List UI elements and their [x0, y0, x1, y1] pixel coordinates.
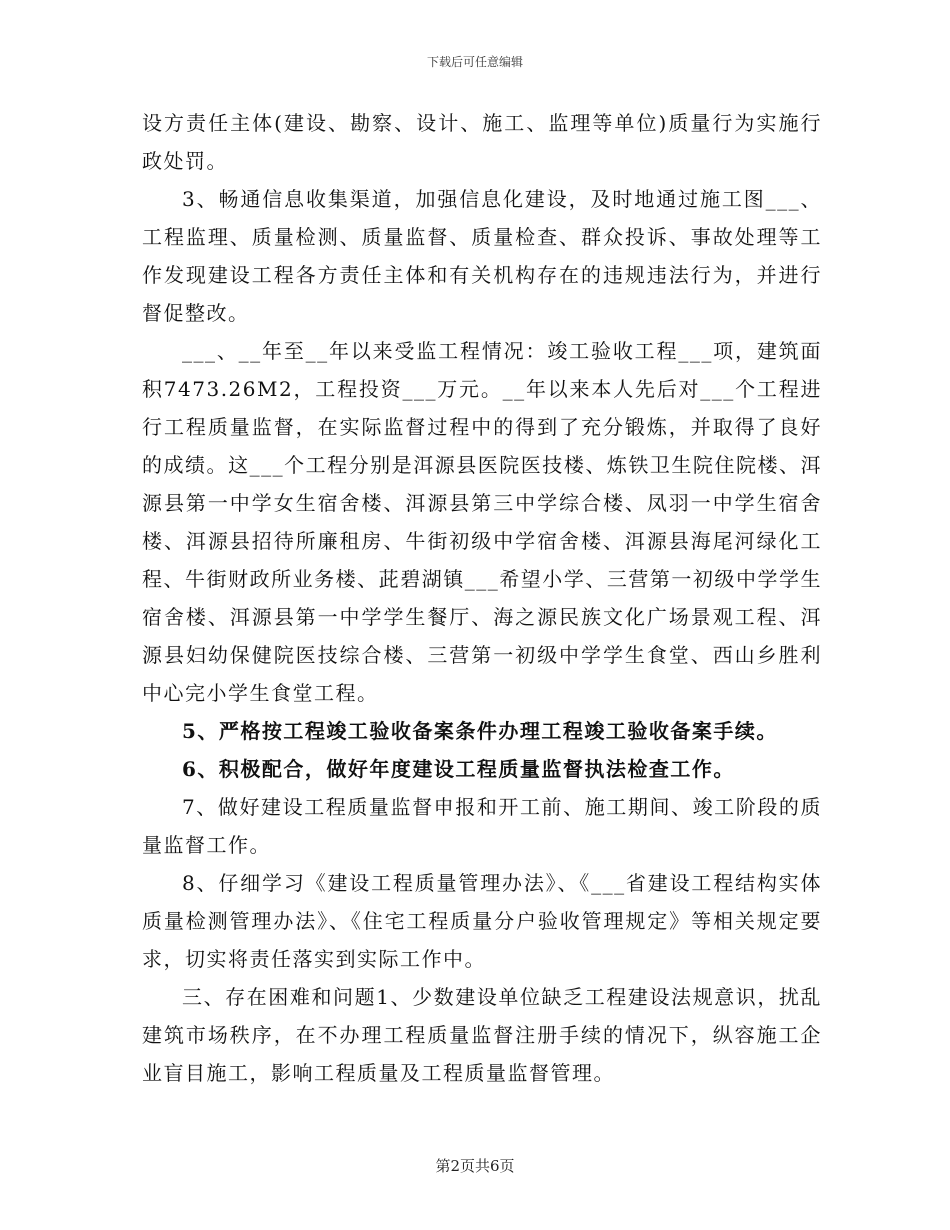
page-footer: 第2页共6页 [435, 1157, 515, 1175]
paragraph: 5、严格按工程竣工验收备案条件办理工程竣工验收备案手续。 [182, 719, 778, 743]
paragraph: 设方责任主体(建设、勘察、设计、施工、监理等单位)质量行为实施行政处罚。 [142, 111, 822, 173]
document-body [142, 104, 822, 1092]
page-header: 下载后可任意编辑 [426, 55, 523, 69]
paragraph: 3、畅通信息收集渠道，加强信息化建设，及时地通过施工图___、工程监理、质量检测、质量监督、质量检查、群众投诉、事故处理等工作发现建设工程各方责任主体和有关机构存在的违规违法行为，并进行督促整改。 [142, 187, 822, 325]
paragraph: 8、仔细学习《建设工程质量管理办法》、《___省建设工程结构实体质量检测管理办法》、《住宅工程质量分户验收管理规定》等相关规定要求，切实将责任落实到实际工作中。 [142, 871, 822, 971]
paragraph: ___、__年至__年以来受监工程情况：竣工验收工程___项，建筑面积7473.26M2，工程投资___万元。__年以来本人先后对___个工程进行工程质量监督，在实际监督过程中的得到了充分锻炼，并取得了良好的成绩。这___个工程分别是洱源县医院医技楼、炼铁卫生院住院楼、洱源县第一中学女生宿舍楼、洱源县第三中学综合楼、凤羽一中学生宿舍楼、洱源县招待所廉租房、牛街初级中学宿舍楼、洱源县海尾河绿化工程、牛街财政所业务楼、茈碧湖镇___希望小学、三营第一初级中学学生宿舍楼、洱源县第一中学学生餐厅、海之源民族文化广场景观工程、洱源县妇幼保健院医技综合楼、三营第一初级中学学生食堂、西山乡胜利中心完小学生食堂工程。 [142, 339, 822, 705]
paragraph: 6、积极配合，做好年度建设工程质量监督执法检查工作。 [182, 757, 735, 781]
paragraph: 三、存在困难和问题1、少数建设单位缺乏工程建设法规意识，扰乱建筑市场秩序，在不办理工程质量监督注册手续的情况下，纵容施工企业盲目施工，影响工程质量及工程质量监督管理。 [142, 985, 822, 1085]
paragraph: 7、做好建设工程质量监督申报和开工前、施工期间、竣工阶段的质量监督工作。 [142, 795, 822, 857]
